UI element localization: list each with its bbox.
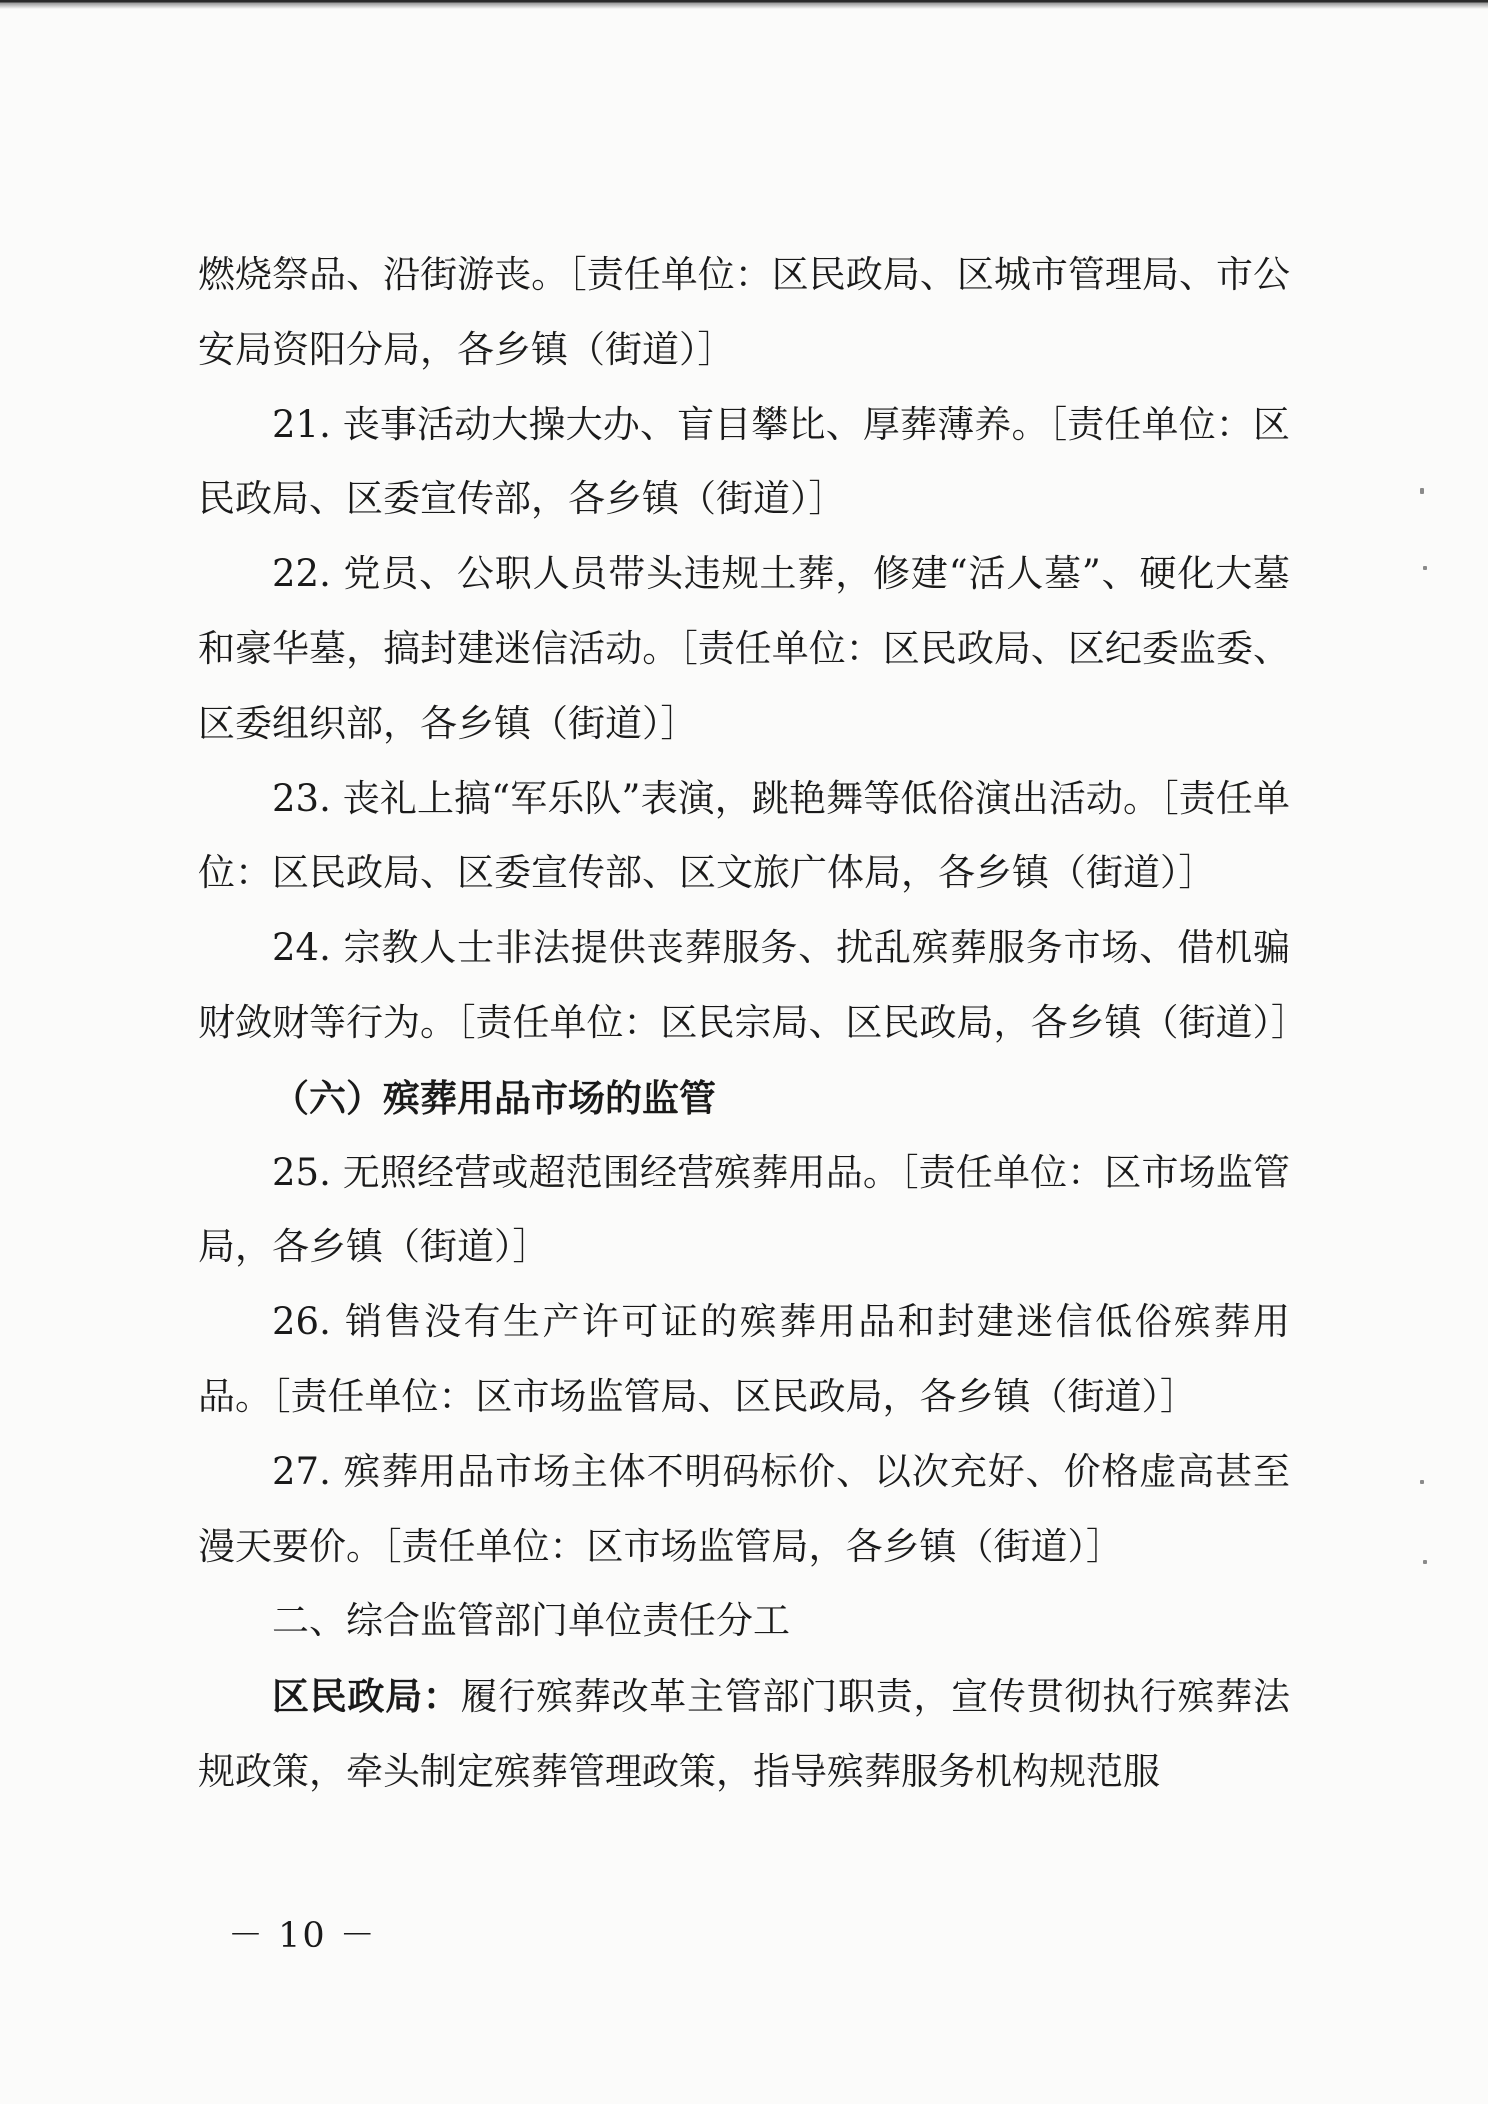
paragraph-lead-label: 区民政局： — [272, 1674, 461, 1719]
paragraph-item-24: 24. 宗教人士非法提供丧葬服务、扰乱殡葬服务市场、借机骗财敛财等行为。［责任单位：区民宗局、区民政局，各乡镇（街道）］ — [198, 926, 1308, 1044]
paragraph-district-civil-affairs — [198, 1659, 1290, 1810]
scan-speck — [1420, 488, 1424, 494]
scan-top-border — [0, 0, 1488, 10]
paragraph-item-26: 26. 销售没有生产许可证的殡葬用品和封建迷信低俗殡葬用品。［责任单位：区市场监管局、区民政局，各乡镇（街道）］ — [198, 1300, 1290, 1418]
paragraph-item-21: 21. 丧事活动大操大办、盲目攀比、厚葬薄养。［责任单位：区民政局、区委宣传部，各乡镇（街道）］ — [198, 402, 1290, 521]
page-number: － 10 － — [228, 1916, 377, 1956]
scan-speck — [1420, 1480, 1424, 1484]
document-body — [198, 238, 1308, 1810]
paragraph-item-23: 23. 丧礼上搞“军乐队”表演，跳艳舞等低俗演出活动。［责任单位：区民政局、区委宣传部、区文旅广体局，各乡镇（街道）］ — [198, 776, 1290, 895]
scan-speck — [1423, 566, 1427, 570]
section-heading-2: 二、综合监管部门单位责任分工 — [272, 1599, 790, 1643]
paragraph-item-27: 27. 殡葬用品市场主体不明码标价、以次充好、价格虚高甚至漫天要价。［责任单位：区市场监管局，各乡镇（街道）］ — [198, 1449, 1290, 1568]
paragraph-lead-text: 履行殡葬改革主管部门职责，宣传贯彻执行殡葬法规政策，牵头制定殡葬管理政策，指导殡葬服务机构规范服 — [198, 1675, 1291, 1793]
subsection-heading-6: （六）殡葬用品市场的监管 — [272, 1075, 716, 1120]
paragraph-item-22: 22. 党员、公职人员带头违规土葬，修建“活人墓”、硬化大墓和豪华墓，搞封建迷信活动。［责任单位：区民政局、区纪委监委、区委组织部，各乡镇（街道）］ — [198, 552, 1290, 745]
paragraph-item-25: 25. 无照经营或超范围经营殡葬用品。［责任单位：区市场监管局，各乡镇（街道）］ — [198, 1150, 1290, 1269]
paragraph-item-20-continuation: 燃烧祭品、沿街游丧。［责任单位：区民政局、区城市管理局、市公安局资阳分局，各乡镇（街道）］ — [198, 253, 1290, 371]
scan-speck — [1423, 1560, 1427, 1564]
